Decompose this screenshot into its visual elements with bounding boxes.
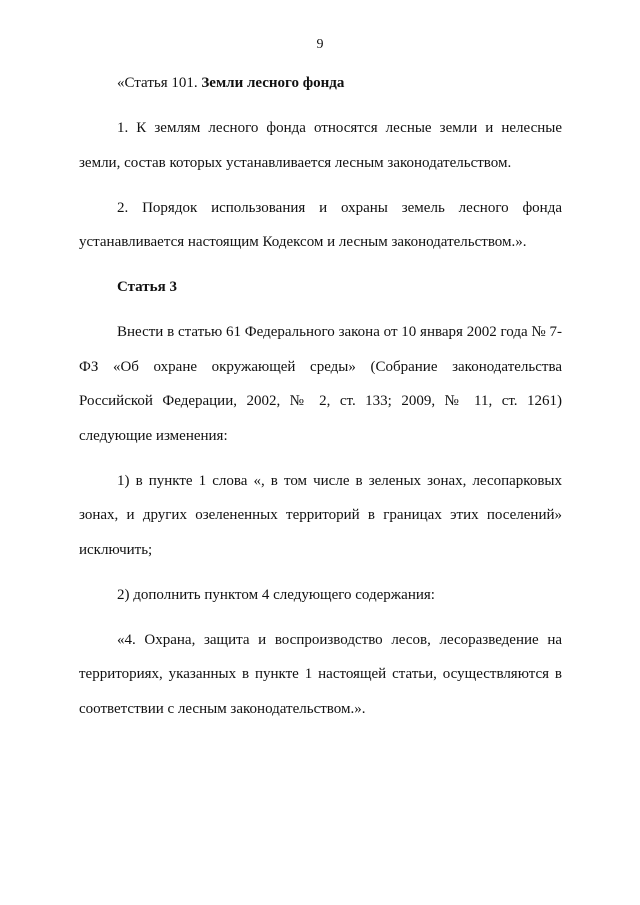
article-101-paragraph-1: 1. К землям лесного фонда относятся лесные земли и нелесные земли, состав которых устанавливается лесным законодательством. (79, 120, 562, 171)
article-3-item-1: 1) в пункте 1 слова «, в том числе в зеленых зонах, лесопарковых зонах, и других озелененных территорий в границах этих поселений» исключить; (79, 472, 562, 558)
article-101-paragraph-2: 2. Порядок использования и охраны земель лесного фонда устанавливается настоящим Кодексом и лесным законодательством.». (79, 199, 562, 250)
document-body (79, 66, 562, 737)
article-3-intro: Внести в статью 61 Федерального закона от 10 января 2002 года № 7-ФЗ «Об охране окружающей среды» (Собрание законодательства Российской Федерации, 2002, № 2, ст. 133; 2009, № 11, ст. 1261) следующие изменения: (79, 324, 562, 444)
article-101-heading-title: Земли лесного фонда (201, 75, 345, 91)
article-3-heading: Статья 3 (117, 279, 177, 295)
article-3-item-2-text: «4. Охрана, защита и воспроизводство лесов, лесоразведение на территориях, указанных в пункте 1 настоящей статьи, осуществляются в соответствии с лесным законодательством.». (79, 631, 562, 717)
page-number: 9 (316, 37, 324, 52)
article-101-heading-prefix: «Статья 101. (117, 75, 202, 91)
article-101-heading (79, 66, 562, 101)
article-3-item-2: 2) дополнить пунктом 4 следующего содержания: (117, 586, 435, 603)
